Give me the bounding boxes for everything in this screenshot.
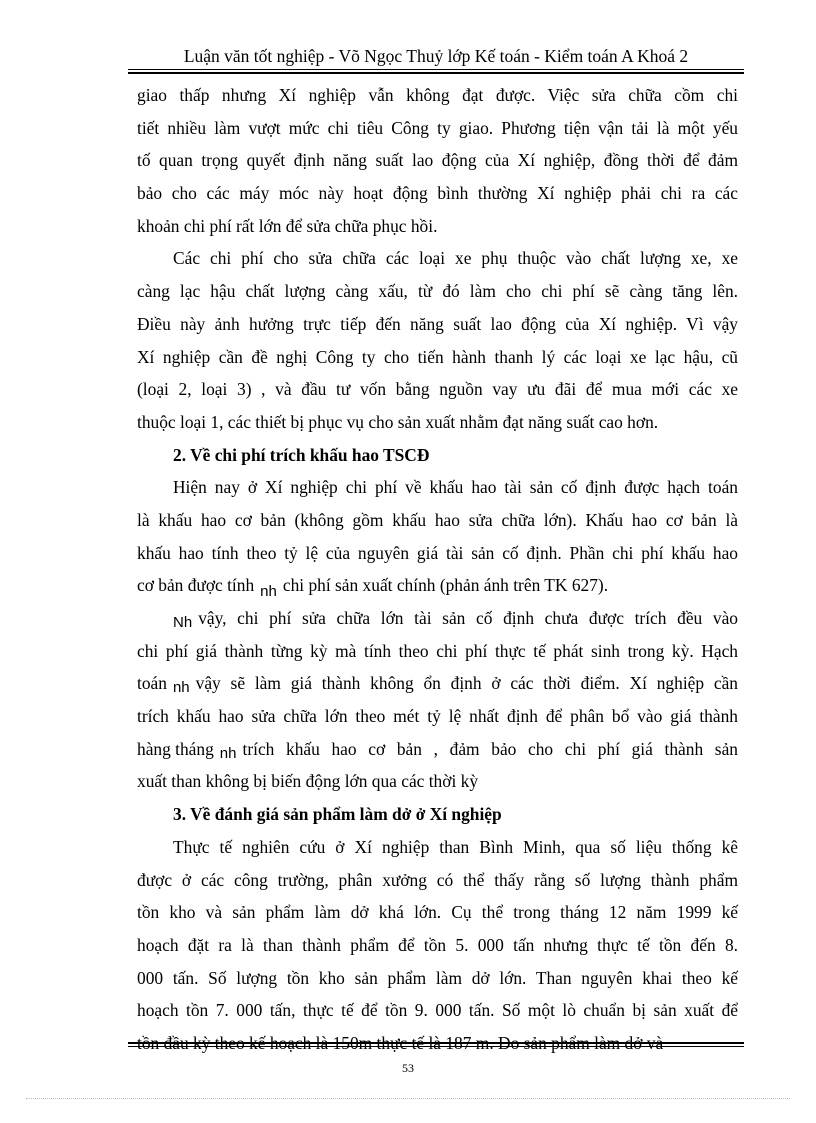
paragraph-line: Các chi phí cho sửa chữa các loại xe phụ thuộc vào chất lượng xe, xe [173, 248, 738, 269]
page-number: 53 [402, 1061, 414, 1075]
paragraph-line [137, 569, 738, 602]
line-fragment: trích khấu hao cơ bản , đảm bảo cho chi phí giá thành sản [242, 738, 738, 759]
paragraph-line: Hiện nay ở Xí nghiệp chi phí về khấu hao tài sản cố định được hạch toán [173, 477, 738, 498]
header-rule-top [128, 69, 744, 70]
paragraph-line: trích khấu hao sửa chữa lớn theo mét tỷ lệ nhất định để phân bổ vào giá thành [137, 706, 738, 727]
paragraph-line [137, 733, 738, 766]
line-fragment: hàng tháng [137, 738, 214, 759]
footer-rule-bottom [128, 1046, 744, 1047]
abbrev-nh: nh [260, 583, 277, 601]
page-body [137, 79, 738, 1060]
paragraph-line: là khấu hao cơ bản (không gồm khấu hao sửa chữa lớn). Khấu hao cơ bản là [137, 509, 738, 530]
paragraph-line: bảo cho các máy móc này hoạt động bình thường Xí nghiệp phải chi ra các [137, 183, 738, 204]
line-fragment: toán [137, 673, 167, 694]
paragraph-line: (loại 2, loại 3) , và đầu tư vốn bằng nguồn vay ưu đãi để mua mới các xe [137, 379, 738, 400]
paragraph-line: chi phí giá thành từng kỳ mà tính theo chi phí thực tế phát sinh trong kỳ. Hạch [137, 640, 738, 661]
paragraph-line: Điều này ảnh hưởng trực tiếp đến năng suất lao động của Xí nghiệp. Vì vậy [137, 313, 738, 334]
paragraph-line: tiết nhiều làm vượt mức chi tiêu Công ty giao. Phương tiện vận tải là một yếu [137, 117, 738, 138]
paragraph-line: 000 tấn. Số lượng tồn kho sản phẩm làm dở lớn. Than nguyên khai theo kế [137, 967, 738, 988]
paragraph-line: hoạch tồn 7. 000 tấn, thực tế để tồn 9. 000 tấn. Số một lò chuẩn bị sản xuất để [137, 1000, 738, 1021]
abbrev-nh: nh [172, 679, 190, 697]
section-heading: 3. Về đánh giá sản phẩm làm dở ở Xí nghiệp [173, 804, 502, 825]
paragraph-line: tồn kho và sản phẩm làm dở khá lớn. Cụ thể trong tháng 12 năm 1999 kế [137, 902, 738, 923]
section-heading: 2. Về chi phí trích khấu hao TSCĐ [173, 444, 430, 465]
line-fragment: cơ bản được tính [137, 575, 255, 596]
paragraph-line [137, 667, 738, 700]
abbrev-nh: Nh [173, 614, 193, 631]
paragraph-line [137, 602, 738, 635]
paragraph-line: Thực tế nghiên cứu ở Xí nghiệp than Bình Minh, qua số liệu thống kê [173, 836, 738, 857]
paragraph-line: thuộc loại 1, các thiết bị phục vụ cho sản xuất nhằm đạt năng suất cao hơn. [137, 411, 659, 432]
footer-rule-top [128, 1042, 744, 1044]
header-rule-bottom [128, 72, 744, 74]
line-fragment: vậy sẽ làm giá thành không ổn định ở các thời điểm. Xí nghiệp cần [195, 673, 738, 694]
paragraph-line: xuất than không bị biến động lớn qua các thời kỳ [137, 771, 479, 792]
paragraph-line: càng lạc hậu chất lượng càng xấu, từ đó làm cho chi phí sẽ càng tăng lên. [137, 281, 738, 302]
paragraph-line: khoản chi phí rất lớn để sửa chữa phục hồi. [137, 215, 438, 236]
line-fragment: vậy, chi phí sửa chữa lớn tài sản cố định chưa được trích đều vào [198, 608, 738, 628]
paragraph-line: hoạch đặt ra là than thành phẩm để tồn 5. 000 tấn nhưng thực tế tồn đến 8. [137, 934, 738, 955]
abbrev-nh: nh [219, 744, 237, 762]
paragraph-line: Xí nghiệp cần đề nghị Công ty cho tiến hành thanh lý các loại xe lạc hậu, cũ [137, 346, 738, 367]
paragraph-line: tồn đầu kỳ theo kế hoạch là 150m thực tế là 187 m. Do sản phẩm làm dở và [137, 1032, 664, 1053]
running-header: Luận văn tốt nghiệp - Võ Ngọc Thuỷ lớp Kế toán - Kiểm toán A Khoá 2 [183, 46, 689, 66]
line-fragment: chi phí sản xuất chính (phản ánh trên TK 627). [282, 575, 609, 596]
paragraph-line: khấu hao tính theo tỷ lệ của nguyên giá tài sản cố định. Phần chi phí khấu hao [137, 542, 738, 563]
paragraph-line: giao thấp nhưng Xí nghiệp vẫn không đạt được. Việc sửa chữa cồm chi [137, 85, 738, 105]
paragraph-line: tố quan trọng quyết định năng suất lao động của Xí nghiệp, đồng thời để đảm [137, 150, 738, 171]
paragraph-line: được ở các công trường, phân xưởng có thể thấy rằng số lượng thành phẩm [137, 869, 738, 890]
page-boundary [26, 1098, 790, 1099]
